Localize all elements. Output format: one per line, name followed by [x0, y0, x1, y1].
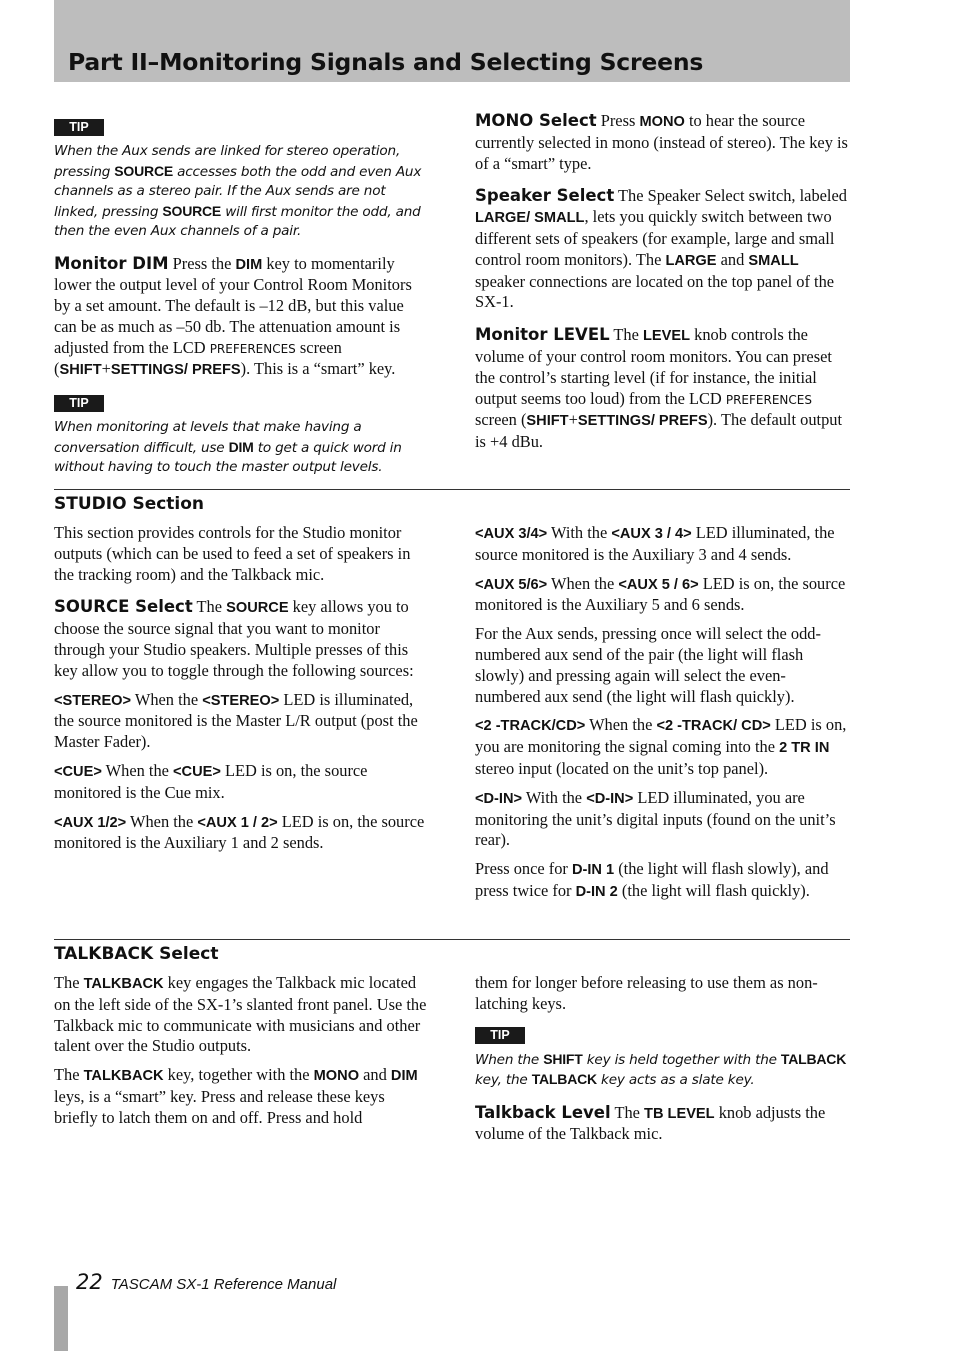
monitor-level-heading: Monitor LEVEL — [475, 325, 610, 345]
talkback-section-heading: TALKBACK Select — [54, 944, 219, 964]
tip-dim: When monitoring at levels that make having a conversation difficult, use DIM to get a quick word in without having to touch the master output levels. — [54, 419, 402, 476]
monitor-dim-paragraph: Monitor DIM Press the DIM key to momentarily lower the output level of your Control Room Monitors by a set amount. The default is –12 dB, but this value can be as much as –50 db. The attenuation amount is adjusted from the LCD PREFERENCES screen (SHIFT+SETTINGS/ PREFS). This is a “smart” key. — [54, 253, 412, 379]
talkback-paragraph-2: The TALKBACK key, together with the MONO and DIM leys, is a “smart” key. Press and release these keys briefly to latch them on and off. Press and hold — [54, 1065, 418, 1127]
monitor-dim-heading: Monitor DIM — [54, 253, 169, 273]
section-divider — [54, 939, 850, 940]
section-divider — [54, 489, 850, 490]
tip-badge: TIP — [54, 395, 104, 412]
manual-name: TASCAM SX-1 Reference Manual — [110, 1276, 337, 1293]
talkback-paragraph-2-continued: them for longer before releasing to use them as non-latching keys. — [475, 973, 818, 1013]
d-in-press-paragraph: Press once for D-IN 1 (the light will flash slowly), and press twice for D-IN 2 (the light will flash quickly). — [475, 859, 829, 900]
page-title: Part II–Monitoring Signals and Selecting Screens — [68, 48, 704, 76]
speaker-select-heading: Speaker Select — [475, 186, 615, 206]
aux56-paragraph: <AUX 5/6> When the <AUX 5 / 6> LED is on, the source monitored is the Auxiliary 5 and 6 sends. — [475, 573, 846, 615]
d-in-paragraph: <D-IN> With the <D-IN> LED illuminated, you are monitoring the unit’s digital inputs (found on the unit’s rear). — [475, 787, 836, 850]
aux12-paragraph: <AUX 1/2> When the <AUX 1 / 2> LED is on, the source monitored is the Auxiliary 1 and 2 sends. — [54, 811, 425, 853]
tip-slate-key: When the SHIFT key is held together with the TALBACK key, the TALBACK key acts as a slate key. — [475, 1050, 847, 1089]
studio-left-column — [54, 523, 429, 862]
talkback-left-column — [54, 973, 429, 1137]
talkback-level-heading: Talkback Level — [475, 1102, 611, 1122]
monitor-level-paragraph: Monitor LEVEL The LEVEL knob controls the volume of your control room monitors. You can preset the control’s starting level (if for instance, the initial output seems too loud) from the LCD PREFERENCES screen (SHIFT+SETTINGS/ PREFS). The default output is +4 dBu. — [475, 325, 843, 452]
tip-badge: TIP — [54, 119, 104, 136]
aux34-paragraph: <AUX 3/4> With the <AUX 3 / 4> LED illuminated, the source monitored is the Auxiliary 3 and 4 sends. — [475, 523, 835, 564]
tip-badge: TIP — [475, 1027, 525, 1044]
two-track-paragraph: <2 -TRACK/CD> When the <2 -TRACK/ CD> LED is on, you are monitoring the signal coming into the 2 TR IN stereo input (located on the unit’s top panel). — [475, 715, 847, 778]
mono-select-paragraph: MONO Select Press MONO to hear the source currently selected in mono (instead of stereo). The key is of a “smart” type. — [475, 111, 848, 173]
studio-section-heading: STUDIO Section — [54, 494, 205, 514]
studio-right-column — [475, 523, 850, 911]
cue-paragraph: <CUE> When the <CUE> LED is on, the source monitored is the Cue mix. — [54, 760, 368, 802]
mono-select-heading: MONO Select — [475, 111, 597, 130]
top-left-column — [54, 115, 429, 490]
talkback-right-column — [475, 973, 850, 1153]
source-select-paragraph: SOURCE Select The SOURCE key allows you to choose the source signal that you want to monitor through your Studio speakers. Multiple presses of this key allow you to toggle through the following sources: — [54, 597, 414, 680]
talkback-level-paragraph: Talkback Level The TB LEVEL knob adjusts the volume of the Talkback mic. — [475, 1102, 826, 1144]
stereo-paragraph: <STEREO> When the <STEREO> LED is illuminated, the source monitored is the Master L/R output (post the Master Fader). — [54, 689, 418, 752]
top-right-column — [475, 111, 850, 461]
source-select-heading: SOURCE Select — [54, 597, 193, 617]
studio-intro: This section provides controls for the Studio monitor outputs (which can be used to feed a set of speakers in the tracking room) and the Talkback mic. — [54, 523, 411, 584]
footer — [76, 1270, 336, 1294]
speaker-select-paragraph: Speaker Select The Speaker Select switch, labeled LARGE/ SMALL, lets you quickly switch between two different sets of speakers (for example, large and small control room monitors). The LARGE and SMALL speaker connections are located on the top panel of the SX-1. — [475, 186, 847, 312]
page-number: 22 — [76, 1270, 103, 1294]
footer-bar — [54, 1286, 68, 1351]
talkback-paragraph-1: The TALKBACK key engages the Talkback mic located on the left side of the SX-1’s slanted front panel. Use the Talkback mic to communicate with musicians and other talent over the Studio outputs. — [54, 973, 427, 1056]
aux-note-paragraph: For the Aux sends, pressing once will select the odd-numbered aux send of the pair (the light will flash slowly) and pressing again will select the even-numbered aux send (the light will flash quickly). — [475, 624, 821, 706]
tip-aux-linked: When the Aux sends are linked for stereo operation, pressing SOURCE accesses both the odd and even Aux channels as a stereo pair. If the Aux sends are not linked, pressing SOURCE will first monitor the odd, and then the even Aux channels of a pair. — [54, 143, 422, 239]
